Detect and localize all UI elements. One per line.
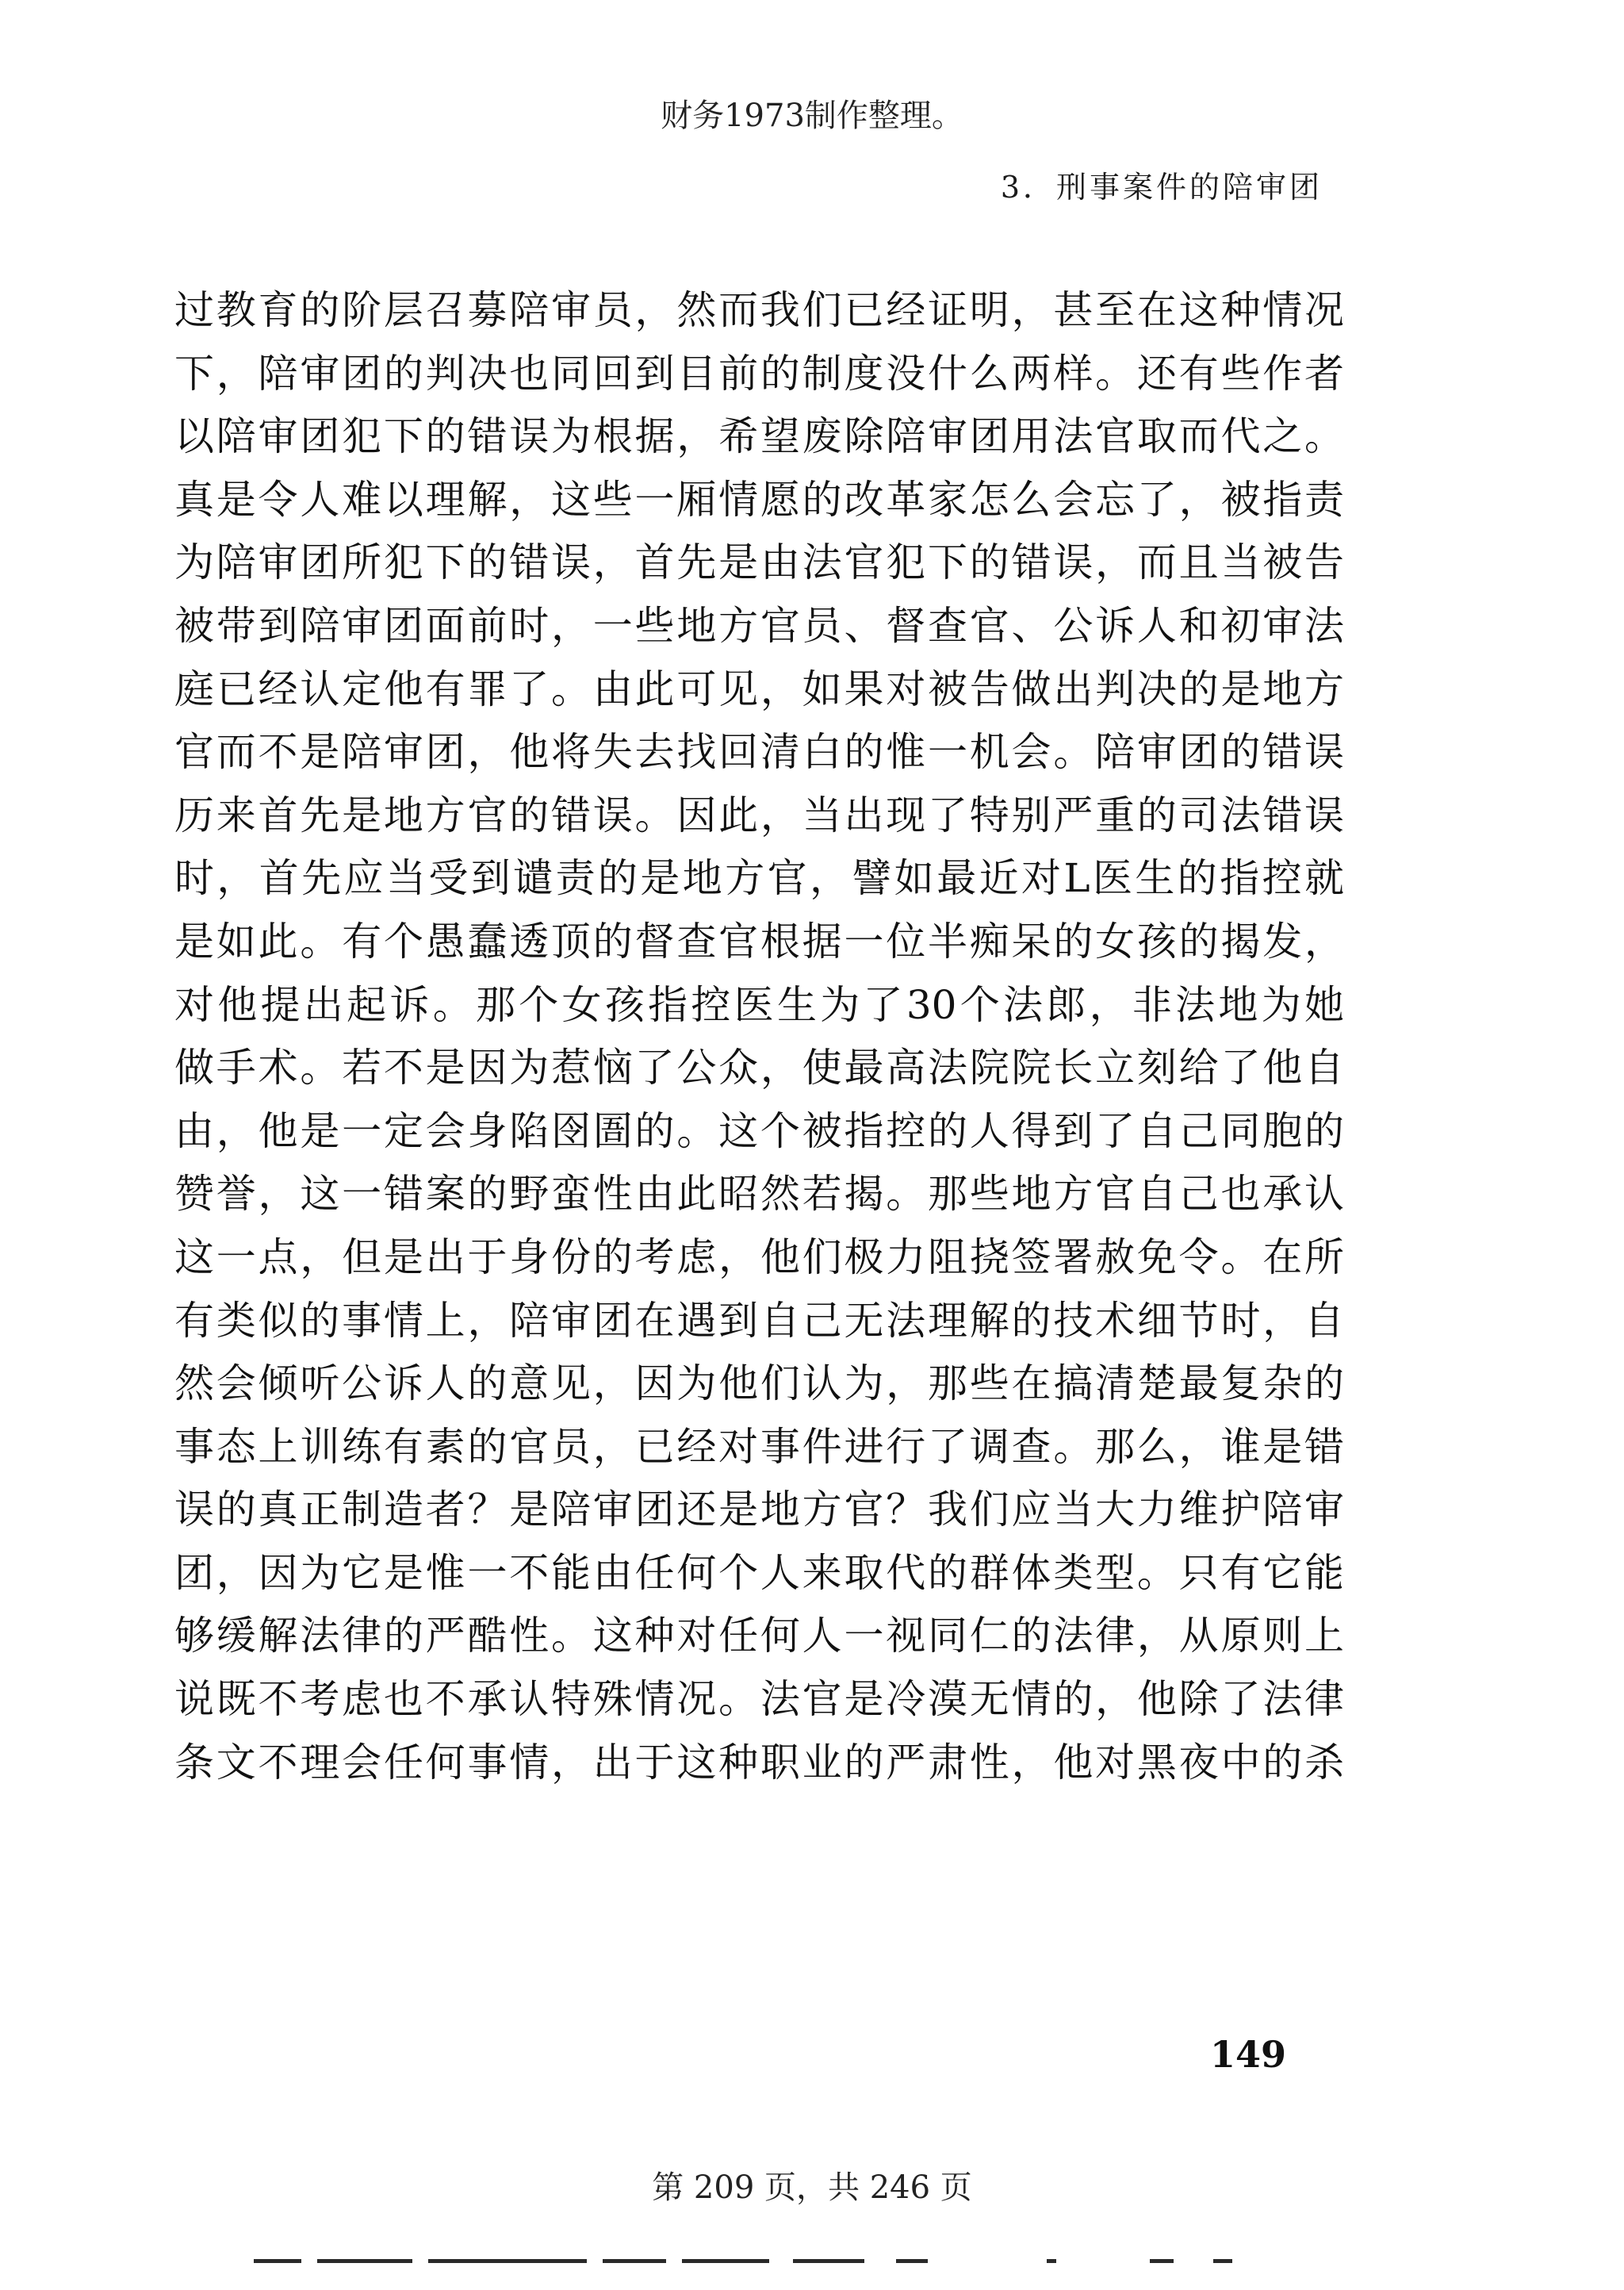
text-line: 下，陪审团的判决也同回到目前的制度没什么两样。还有些作者 <box>174 350 1344 397</box>
text-line: 是如此。有个愚蠢透顶的督查官根据一位半痴呆的女孩的揭发， <box>174 918 1344 965</box>
text-line: 真是令人难以理解，这些一厢情愿的改革家怎么会忘了，被指责 <box>174 476 1344 523</box>
text-line: 赞誉，这一错案的野蛮性由此昭然若揭。那些地方官自己也承认 <box>174 1171 1344 1218</box>
text-line: 为陪审团所犯下的错误，首先是由法官犯下的错误，而且当被告 <box>174 539 1344 586</box>
text-line: 过教育的阶层召募陪审员，然而我们已经证明，甚至在这种情况 <box>174 287 1344 333</box>
text-line: 误的真正制造者？是陪审团还是地方官？我们应当大力维护陪审 <box>174 1486 1344 1533</box>
text-line: 条文不理会任何事情，出于这种职业的严肃性，他对黑夜中的杀 <box>174 1739 1344 1786</box>
text-line: 有类似的事情上，陪审团在遇到自己无法理解的技术细节时，自 <box>174 1297 1344 1344</box>
text-line: 对他提出起诉。那个女孩指控医生为了30个法郎，非法地为她 <box>174 981 1344 1028</box>
text-line: 说既不考虑也不承认特殊情况。法官是冷漠无情的，他除了法律 <box>174 1676 1344 1723</box>
text-line: 团，因为它是惟一不能由任何个人来取代的群体类型。只有它能 <box>174 1549 1344 1596</box>
text-line: 这一点，但是出于身份的考虑，他们极力阻挠签署赦免令。在所 <box>174 1233 1344 1280</box>
text-line: 以陪审团犯下的错误为根据，希望废除陪审团用法官取而代之。 <box>174 413 1344 460</box>
running-header: 3．刑事案件的陪审团 <box>1000 170 1323 205</box>
watermark-text: 财务1973制作整理。 <box>661 98 963 134</box>
scan-artifact <box>254 2256 1237 2265</box>
pdf-page-counter: 第 209 页，共 246 页 <box>652 2169 972 2206</box>
text-line: 历来首先是地方官的错误。因此，当出现了特别严重的司法错误 <box>174 792 1344 838</box>
page-number: 149 <box>1210 2033 1287 2076</box>
text-line: 时，首先应当受到谴责的是地方官，譬如最近对L医生的指控就 <box>174 855 1344 902</box>
body-text <box>174 279 1344 1794</box>
text-line: 做手术。若不是因为惹恼了公众，使最高法院院长立刻给了他自 <box>174 1045 1344 1091</box>
text-line: 事态上训练有素的官员，已经对事件进行了调查。那么，谁是错 <box>174 1423 1344 1470</box>
text-line: 官而不是陪审团，他将失去找回清白的惟一机会。陪审团的错误 <box>174 729 1344 776</box>
text-line: 然会倾听公诉人的意见，因为他们认为，那些在搞清楚最复杂的 <box>174 1360 1344 1407</box>
text-line: 被带到陪审团面前时，一些地方官员、督查官、公诉人和初审法 <box>174 602 1344 649</box>
text-line: 由，他是一定会身陷囹圄的。这个被指控的人得到了自己同胞的 <box>174 1107 1344 1154</box>
text-line: 够缓解法律的严酷性。这种对任何人一视同仁的法律，从原则上 <box>174 1613 1344 1659</box>
text-line: 庭已经认定他有罪了。由此可见，如果对被告做出判决的是地方 <box>174 666 1344 712</box>
